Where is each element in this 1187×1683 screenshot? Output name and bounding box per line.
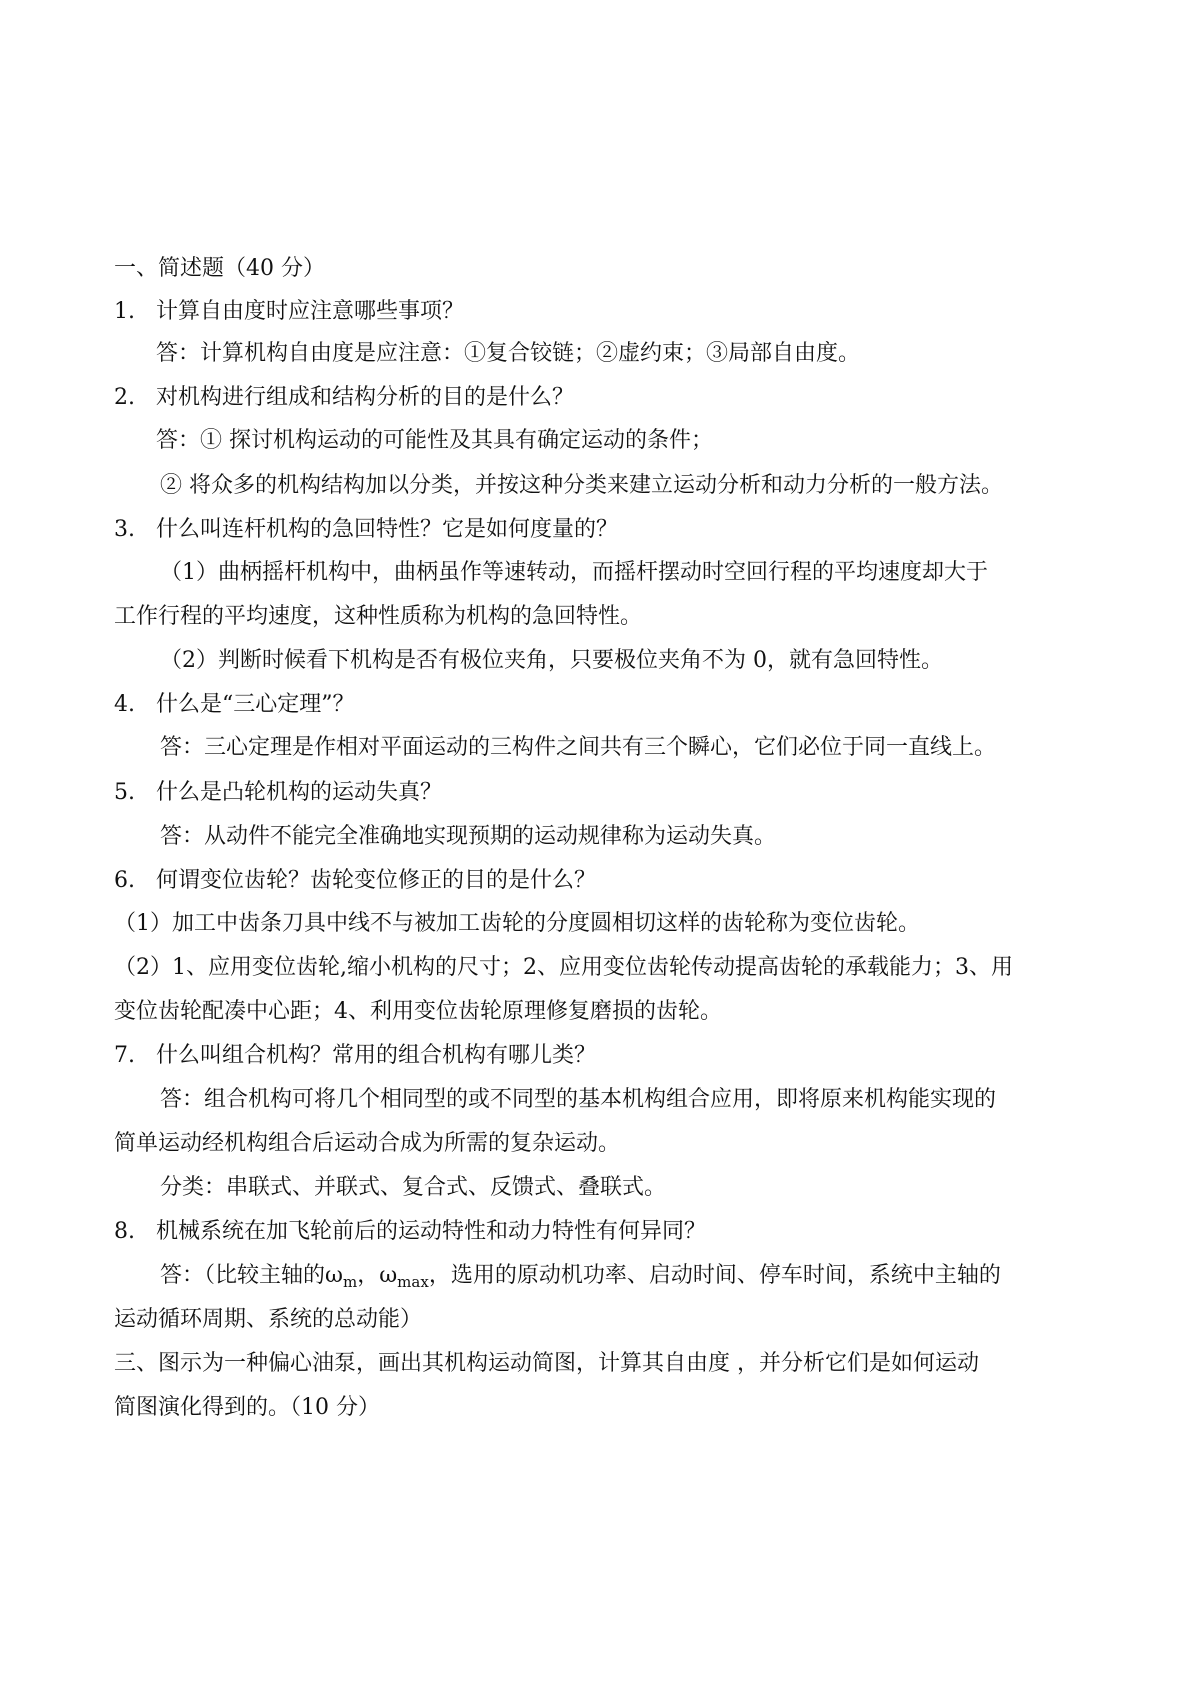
answer-3-line-1: （1）曲柄摇杆机构中，曲柄虽作等速转动，而摇杆摆动时空回行程的平均速度却大于 [160, 560, 988, 585]
answer-3-line-3: （2）判断时候看下机构是否有极位夹角，只要极位夹角不为 0，就有急回特性。 [160, 648, 943, 673]
answer-8-text-b: ， [357, 1263, 380, 1288]
question-6 [0, 866, 1187, 896]
answer-7-line-1: 答：组合机构可将几个相同型的或不同型的基本机构组合应用，即将原来机构能实现的 [160, 1087, 997, 1112]
question-number: 7. [114, 1043, 135, 1068]
question-1 [0, 297, 1187, 327]
answer-6-line-2: （2）1、应用变位齿轮,缩小机构的尺寸；2、应用变位齿轮传动提高齿轮的承载能力；3、用 [114, 955, 1013, 980]
subscript-max: max [397, 1273, 429, 1291]
answer-1: 答：计算机构自由度是应注意：①复合铰链；②虚约束；③局部自由度。 [156, 341, 861, 366]
answer-5: 答：从动件不能完全准确地实现预期的运动规律称为运动失真。 [160, 824, 777, 849]
question-4 [0, 690, 1187, 720]
question-7 [0, 1041, 1187, 1071]
question-text: 什么叫组合机构？常用的组合机构有哪儿类？ [156, 1043, 597, 1068]
question-text: 什么叫连杆机构的急回特性？它是如何度量的？ [156, 517, 619, 542]
question-3 [0, 515, 1187, 545]
answer-6-line-3: 变位齿轮配凑中心距；4、利用变位齿轮原理修复磨损的齿轮。 [114, 999, 722, 1024]
answer-7-line-2: 简单运动经机构组合后运动合成为所需的复杂运动。 [114, 1131, 621, 1156]
question-text: 计算自由度时应注意哪些事项？ [156, 299, 465, 324]
question-2 [0, 383, 1187, 413]
answer-6-line-1: （1）加工中齿条刀具中线不与被加工齿轮的分度圆相切这样的齿轮称为变位齿轮。 [114, 911, 920, 936]
question-number: 1. [114, 299, 135, 324]
omega-symbol: ω [325, 1263, 343, 1288]
section-3-line-2: 简图演化得到的。（10 分） [114, 1395, 380, 1420]
section-1-title: 一、简述题（40 分） [114, 256, 325, 281]
question-text: 机械系统在加飞轮前后的运动特性和动力特性有何异同？ [156, 1219, 707, 1244]
question-5 [0, 778, 1187, 808]
answer-4: 答：三心定理是作相对平面运动的三构件之间共有三个瞬心，它们必位于同一直线上。 [160, 735, 997, 760]
answer-2-line-1: 答：① 探讨机构运动的可能性及其具有确定运动的条件； [156, 428, 713, 453]
question-8 [0, 1217, 1187, 1247]
answer-8-text-c: ，选用的原动机功率、启动时间、停车时间，系统中主轴的 [428, 1263, 1001, 1288]
question-text: 什么是“三心定理”？ [156, 692, 355, 717]
question-number: 8. [114, 1219, 135, 1244]
question-text: 什么是凸轮机构的运动失真？ [156, 780, 443, 805]
question-number: 5. [114, 780, 135, 805]
question-number: 3. [114, 517, 135, 542]
omega-symbol: ω [379, 1263, 398, 1288]
answer-8-line-2: 运动循环周期、系统的总动能） [114, 1307, 423, 1332]
question-text: 对机构进行组成和结构分析的目的是什么？ [156, 385, 575, 410]
answer-8-text-a: 答：（比较主轴的 [160, 1263, 326, 1288]
question-number: 6. [114, 868, 135, 893]
subscript-m: m [342, 1273, 358, 1291]
answer-2-line-2: ② 将众多的机构结构加以分类，并按这种分类来建立运动分析和动力分析的一般方法。 [160, 473, 1003, 498]
answer-3-line-2: 工作行程的平均速度，这种性质称为机构的急回特性。 [114, 604, 643, 629]
question-text: 何谓变位齿轮？齿轮变位修正的目的是什么？ [156, 868, 597, 893]
section-3-line-1: 三、图示为一种偏心油泵，画出其机构运动简图，计算其自由度 ，并分析它们是如何运动 [114, 1351, 979, 1376]
question-number: 2. [114, 385, 135, 410]
answer-7-line-3: 分类：串联式、并联式、复合式、反馈式、叠联式。 [160, 1175, 667, 1200]
answer-8-line-1 [160, 1261, 1001, 1292]
question-number: 4. [114, 692, 135, 717]
